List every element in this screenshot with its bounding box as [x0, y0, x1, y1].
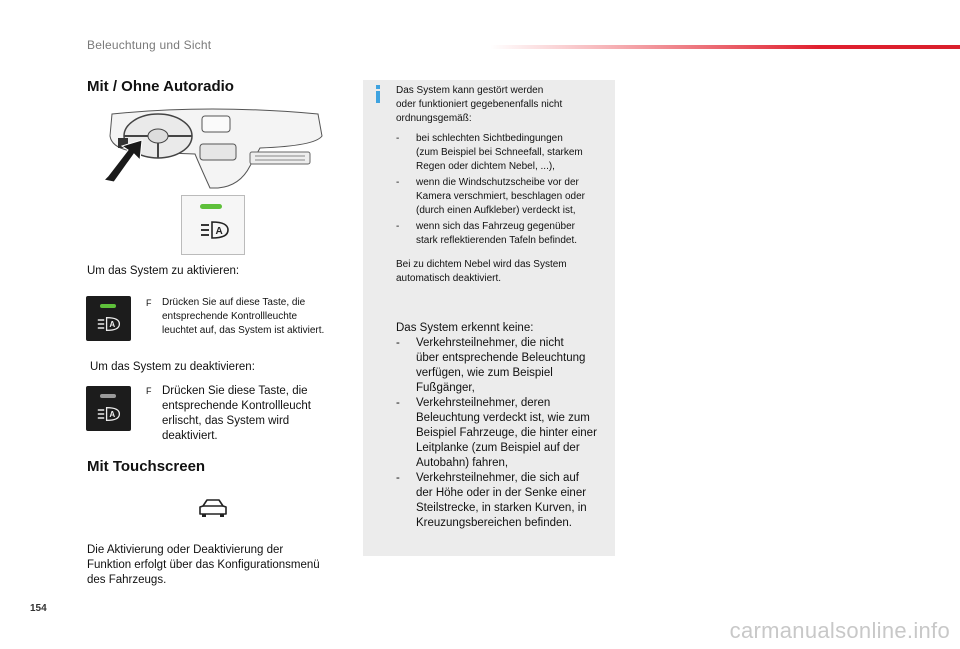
led-indicator-on — [100, 304, 116, 308]
dashboard-illustration — [100, 106, 325, 192]
list-item: - Verkehrsteilnehmer, deren Beleuchtung verdeckt ist, wie zum Beispiel Fahrzeuge, die hinter einer Leitplanke (zum Beispiel auf der Autobahn) fahren, — [396, 397, 597, 469]
button-thumb-on — [86, 296, 131, 341]
header-rule — [490, 45, 960, 49]
section-heading-touchscreen: Mit Touchscreen — [87, 458, 206, 475]
list-item: F Drücken Sie diese Taste, die entsprechende Kontrollleucht erlischt, das System wird deaktiviert. — [146, 385, 311, 442]
deactivate-label: Um das System zu deaktivieren: — [90, 361, 255, 373]
info-conditions-list — [396, 132, 611, 248]
activate-label: Um das System zu aktivieren: — [87, 265, 240, 277]
led-indicator-off — [100, 394, 116, 398]
recognize-list — [396, 336, 611, 531]
svg-text:A: A — [109, 320, 116, 330]
section-heading-autoradio: Mit / Ohne Autoradio — [87, 78, 234, 95]
list-item: - wenn die Windschutzscheibe vor der Kamera verschmiert, beschlagen oder (durch einen Aufkleber) verdeckt ist, — [396, 177, 585, 216]
chapter-title: Beleuchtung und Sicht — [87, 38, 212, 52]
list-item: - Verkehrsteilnehmer, die nicht über entsprechende Beleuchtung verfügen, wie zum Beispiel Fußgänger, — [396, 337, 586, 394]
list-item: - Verkehrsteilnehmer, die sich auf der Höhe oder in der Senke einer Steilstrecke, in starken Kurven, in Kreuzungsbereichen befinden. — [396, 472, 587, 529]
activate-bullet-list — [146, 296, 356, 338]
watermark: carmanualsonline.info — [729, 618, 950, 643]
list-item: F Drücken Sie auf diese Taste, die entsprechende Kontrollleuchte leuchtet auf, das System ist aktiviert. — [146, 297, 325, 336]
info-outro: Bei zu dichtem Nebel wird das System automatisch deaktiviert. — [396, 259, 567, 284]
svg-text:A: A — [109, 410, 116, 420]
list-item: - bei schlechten Sichtbedingungen (zum Beispiel bei Schneefall, starkem Regen oder dichtem Nebel, ...), — [396, 133, 583, 172]
touchscreen-description: Die Aktivierung oder Deaktivierung der Funktion erfolgt über das Konfigurationsmenü des Fahrzeugs. — [87, 544, 320, 586]
auto-high-beam-icon — [200, 220, 230, 240]
info-icon-dot — [376, 85, 380, 89]
auto-high-beam-button-illustration — [181, 195, 245, 255]
button-thumb-off — [86, 386, 131, 431]
bullet-marker: F — [146, 298, 152, 308]
list-item: - wenn sich das Fahrzeug gegenüber stark reflektierenden Tafeln befindet. — [396, 221, 578, 246]
car-outline-icon — [198, 497, 228, 519]
recognize-intro: Das System erkennt keine: — [396, 322, 534, 334]
svg-text:A: A — [215, 226, 223, 237]
bullet-marker: F — [146, 386, 152, 396]
deactivate-bullet-list — [146, 384, 346, 444]
info-icon — [376, 91, 380, 103]
page-number: 154 — [30, 603, 47, 614]
led-indicator-green — [200, 204, 222, 209]
auto-high-beam-icon — [97, 406, 121, 422]
auto-high-beam-icon — [97, 316, 121, 332]
info-intro: Das System kann gestört werden oder funktioniert gegebenenfalls nicht ordnungsgemäß: — [396, 85, 563, 124]
